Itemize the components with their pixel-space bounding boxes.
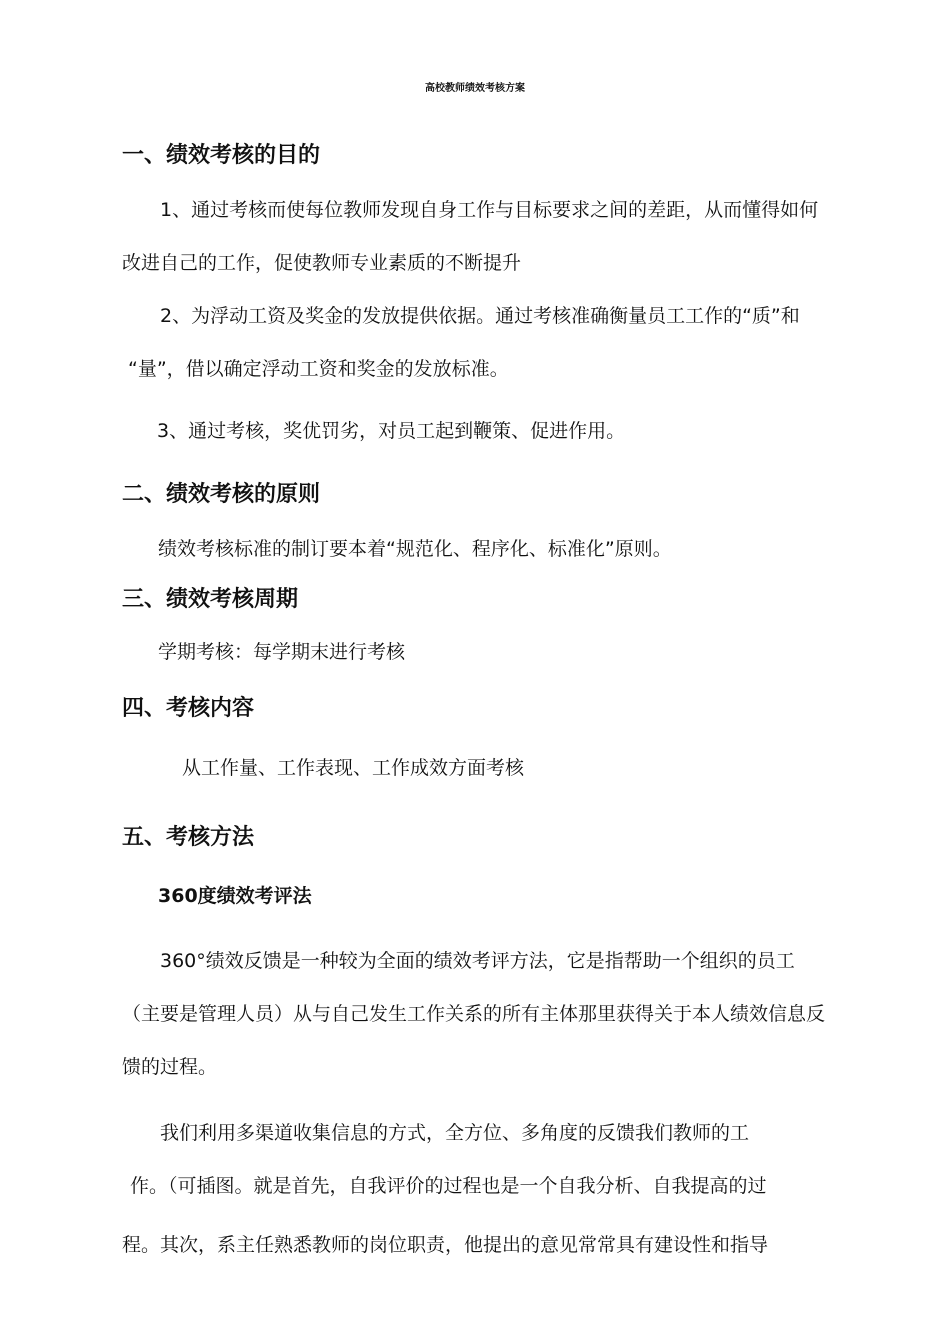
s5-paragraph-1-line-1: 360°绩效反馈是一种较为全面的绩效考评方法，它是指帮助一个组织的员工 <box>160 950 795 972</box>
section-3-heading: 三、绩效考核周期 <box>122 587 299 612</box>
s1-paragraph-2-line-1: 2、为浮动工资及奖金的发放提供依据。通过考核准确衡量员工工作的“质”和 <box>160 305 800 327</box>
s5-paragraph-1-line-2: （主要是管理人员）从与自己发生工作关系的所有主体那里获得关于本人绩效信息反 <box>122 1003 826 1025</box>
s5-subheading: 360度绩效考评法 <box>158 885 312 907</box>
s1-paragraph-1-line-1: 1、通过考核而使每位教师发现自身工作与目标要求之间的差距，从而懂得如何 <box>160 199 819 221</box>
s1-paragraph-3: 3、通过考核，奖优罚劣，对员工起到鞭策、促进作用。 <box>157 420 626 442</box>
s1-paragraph-1-line-2: 改进自己的工作，促使教师专业素质的不断提升 <box>122 252 522 274</box>
s3-paragraph-1: 学期考核：每学期末进行考核 <box>158 641 406 663</box>
section-1-heading: 一、绩效考核的目的 <box>122 143 321 168</box>
section-4-heading: 四、考核内容 <box>122 696 255 721</box>
s5-paragraph-2-line-2: 作。（可插图。就是首先，自我评价的过程也是一个自我分析、自我提高的过 <box>130 1175 767 1197</box>
s4-paragraph-1: 从工作量、工作表现、工作成效方面考核 <box>182 757 525 779</box>
s1-paragraph-2-line-2: “量”，借以确定浮动工资和奖金的发放标准。 <box>128 358 509 380</box>
s5-paragraph-2-line-1: 我们利用多渠道收集信息的方式，全方位、多角度的反馈我们教师的工 <box>160 1122 750 1144</box>
s5-paragraph-1-line-3: 馈的过程。 <box>122 1056 218 1078</box>
document-title: 高校教师绩效考核方案 <box>425 83 525 94</box>
s5-paragraph-2-line-3: 程。其次，系主任熟悉教师的岗位职责，他提出的意见常常具有建设性和指导 <box>122 1234 769 1256</box>
section-2-heading: 二、绩效考核的原则 <box>122 482 321 507</box>
s2-paragraph-1: 绩效考核标准的制订要本着“规范化、程序化、标准化”原则。 <box>158 538 672 560</box>
section-5-heading: 五、考核方法 <box>122 825 255 850</box>
